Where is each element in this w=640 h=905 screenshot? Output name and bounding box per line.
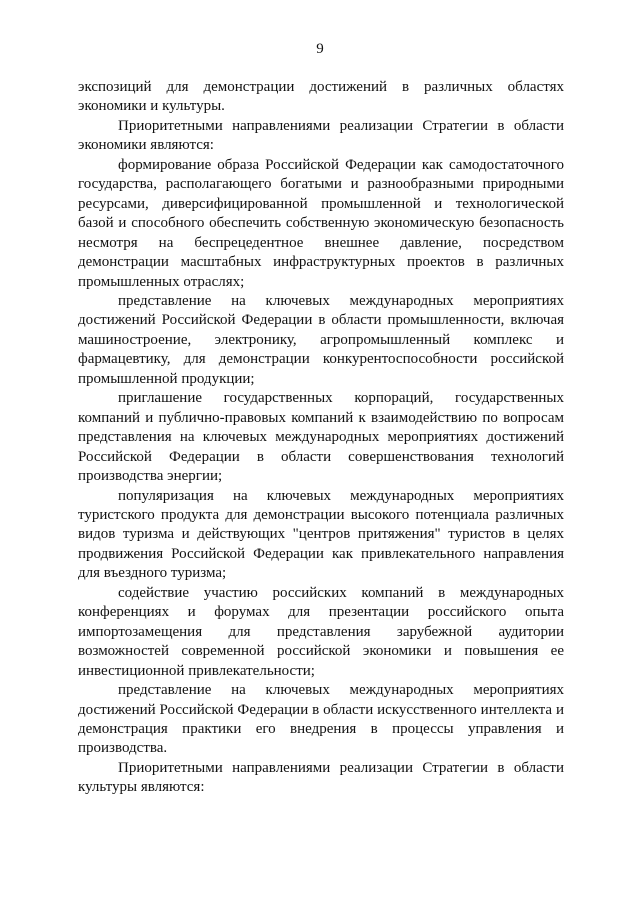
paragraph-4: представление на ключевых международных мероприятиях достижений Российской Федерации в области промышленности, включая машиностроение, электронику, агропромышленный комплекс и фармацевтику, для демонстрации конкурентоспособности российской промышленной продукции; [78, 292, 564, 387]
paragraph-2: Приоритетными направлениями реализации Стратегии в области экономики являются: [78, 117, 564, 154]
page-number: 9 [316, 41, 324, 57]
paragraph-3: формирование образа Российской Федерации как самодостаточного государства, располагающего богатыми и разнообразными природными ресурсами, диверсифицированной промышленной и технологической базой и способного обеспечить собственную экономическую безопасность несмотря на беспрецедентное внешнее давление, посредством демонстрации масштабных инфраструктурных проектов в различных промышленных отраслях; [78, 156, 564, 290]
paragraph-5: приглашение государственных корпораций, государственных компаний и публично-правовых компаний к взаимодействию по вопросам представления на ключевых международных мероприятиях достижений Российской Федерации в области совершенствования технологий производства энергии; [78, 390, 564, 485]
paragraph-9: Приоритетными направлениями реализации Стратегии в области культуры являются: [78, 759, 564, 796]
paragraph-8: представление на ключевых международных мероприятиях достижений Российской Федерации в области искусственного интеллекта и демонстрация практики его внедрения в процессы управления и производства. [78, 682, 564, 757]
paragraph-6: популяризация на ключевых международных мероприятиях туристского продукта для демонстрации высокого потенциала различных видов туризма и действующих "центров притяжения" туристов в целях продвижения Российской Федерации как привлекательного направления для въездного туризма; [78, 487, 564, 582]
document-body [78, 78, 564, 798]
paragraph-1: экспозиций для демонстрации достижений в различных областях экономики и культуры. [78, 79, 564, 115]
paragraph-7: содействие участию российских компаний в международных конференциях и форумах для презентации российского опыта импортозамещения для представления зарубежной аудитории возможностей современной российской экономики и повышения ее инвестиционной привлекательности; [78, 584, 564, 679]
